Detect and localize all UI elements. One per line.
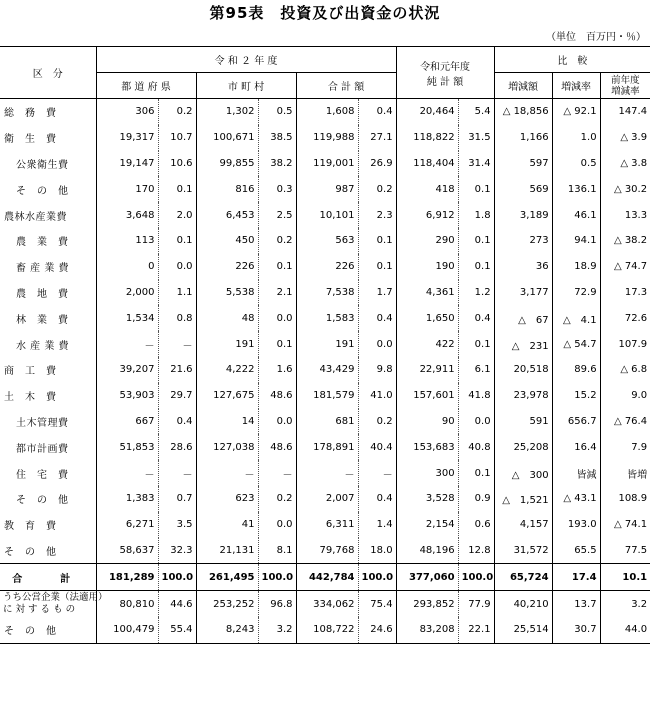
header-prev-change-rate: [600, 73, 650, 99]
table-cell: 10.7: [158, 125, 196, 151]
table-cell: 8.1: [258, 538, 296, 564]
table-cell: 1,650: [396, 305, 458, 331]
table-cell: 422: [396, 331, 458, 357]
table-cell: 226: [296, 254, 358, 280]
table-cell: 0.0: [258, 512, 296, 538]
table-cell: 6,271: [96, 512, 158, 538]
table-cell: 0.2: [258, 486, 296, 512]
table-row: [0, 357, 650, 383]
table-cell: 261,495: [196, 564, 258, 591]
table-cell: 39,207: [96, 357, 158, 383]
table-cell: 96.8: [258, 591, 296, 617]
table-cell: 0.1: [458, 254, 494, 280]
table-cell: 40.8: [458, 434, 494, 460]
table-cell: 0.0: [358, 331, 396, 357]
table-cell: 127,038: [196, 434, 258, 460]
header-reiwa1-line1: 令和元年度: [420, 61, 471, 73]
table-cell: 418: [396, 176, 458, 202]
row-label-line1: うち公営企業（法適用）: [3, 592, 108, 604]
table-cell: 136.1: [552, 176, 600, 202]
table-cell: 80,810: [96, 591, 158, 617]
table-cell: 1,166: [494, 125, 552, 151]
table-cell: △ 300: [494, 460, 552, 486]
table-cell: 0.3: [258, 176, 296, 202]
table-cell: 17.3: [600, 280, 650, 306]
table-row: [0, 409, 650, 435]
table-cell: 36: [494, 254, 552, 280]
row-label: 水 産 業 費: [16, 340, 70, 352]
table-row: [0, 434, 650, 460]
row-label: 合 計: [0, 564, 96, 591]
header-reiwa2: 令 和 ２ 年 度: [96, 47, 396, 73]
table-cell: 0.7: [158, 486, 196, 512]
table-cell: 667: [96, 409, 158, 435]
table-cell: 147.4: [600, 99, 650, 125]
table-cell: 12.8: [458, 538, 494, 564]
table-row: [0, 564, 650, 591]
table-cell: －: [96, 460, 158, 486]
table-cell: △ 43.1: [552, 486, 600, 512]
row-label: そ の 他: [4, 546, 57, 558]
table-cell: 0.1: [458, 176, 494, 202]
table-cell: 25,514: [494, 617, 552, 643]
table-cell: 334,062: [296, 591, 358, 617]
table-cell: 1.2: [458, 280, 494, 306]
table-row: [0, 151, 650, 177]
table-cell: 2.0: [158, 202, 196, 228]
table-cell: 46.1: [552, 202, 600, 228]
table-cell: 25,208: [494, 434, 552, 460]
table-cell: △ 18,856: [494, 99, 552, 125]
table-row: [0, 512, 650, 538]
table-cell: 290: [396, 228, 458, 254]
table-row: [0, 228, 650, 254]
table-row: [0, 280, 650, 306]
header-reiwa1: [396, 47, 494, 99]
table-cell: 6.1: [458, 357, 494, 383]
row-label: そ の 他: [0, 617, 96, 643]
table-cell: 100,671: [196, 125, 258, 151]
row-label: 商 工 費: [4, 366, 57, 378]
table-cell: 19,317: [96, 125, 158, 151]
table-cell: 157,601: [396, 383, 458, 409]
table-cell: 1.0: [552, 125, 600, 151]
table-cell: 4,157: [494, 512, 552, 538]
table-cell: 1,383: [96, 486, 158, 512]
table-cell: 7,538: [296, 280, 358, 306]
table-cell: 226: [196, 254, 258, 280]
table-cell: 118,822: [396, 125, 458, 151]
table-cell: 皆減: [552, 460, 600, 486]
table-cell: 44.0: [600, 617, 650, 643]
table-title: 第95表 投資及び出資金の状況: [209, 4, 441, 22]
table-cell: 20,518: [494, 357, 552, 383]
table-cell: 14: [196, 409, 258, 435]
table-cell: 65.5: [552, 538, 600, 564]
table-cell: 1.4: [358, 512, 396, 538]
table-cell: －: [96, 331, 158, 357]
table-cell: 0.1: [158, 176, 196, 202]
table-cell: 10,101: [296, 202, 358, 228]
row-label: 都市計画費: [16, 443, 69, 455]
table-cell: △ 92.1: [552, 99, 600, 125]
table-cell: 0.1: [358, 228, 396, 254]
table-cell: △ 74.1: [600, 512, 650, 538]
table-cell: 41.0: [358, 383, 396, 409]
table-cell: 72.9: [552, 280, 600, 306]
table-cell: 7.9: [600, 434, 650, 460]
row-label: 畜 産 業 費: [16, 263, 70, 275]
table-cell: 300: [396, 460, 458, 486]
table-cell: 0.2: [358, 176, 396, 202]
table-cell: 83,208: [396, 617, 458, 643]
table-cell: 10.6: [158, 151, 196, 177]
table-cell: △ 4.1: [552, 305, 600, 331]
table-cell: 3,189: [494, 202, 552, 228]
table-cell: 4,361: [396, 280, 458, 306]
table-cell: 22,911: [396, 357, 458, 383]
table-cell: 127,675: [196, 383, 258, 409]
table-cell: 118,404: [396, 151, 458, 177]
table-row: [0, 99, 650, 125]
table-cell: 90: [396, 409, 458, 435]
table-cell: 119,001: [296, 151, 358, 177]
table-cell: 19,147: [96, 151, 158, 177]
table-cell: 0.6: [458, 512, 494, 538]
table-cell: 89.6: [552, 357, 600, 383]
table-cell: 113: [96, 228, 158, 254]
table-cell: 53,903: [96, 383, 158, 409]
table-cell: 3.2: [258, 617, 296, 643]
table-cell: 100.0: [258, 564, 296, 591]
table-cell: 623: [196, 486, 258, 512]
table-cell: 24.6: [358, 617, 396, 643]
table-cell: 2,154: [396, 512, 458, 538]
unit-note: （単位 百万円・％）: [546, 32, 646, 43]
table-cell: 15.2: [552, 383, 600, 409]
table-cell: 27.1: [358, 125, 396, 151]
table-cell: 9.8: [358, 357, 396, 383]
table-cell: 43,429: [296, 357, 358, 383]
row-label: 公衆衛生費: [16, 159, 69, 171]
table-cell: 6,311: [296, 512, 358, 538]
table-cell: 0.1: [458, 228, 494, 254]
table-cell: 597: [494, 151, 552, 177]
table-cell: 0.5: [552, 151, 600, 177]
header-total: 合 計 額: [296, 73, 396, 99]
table-cell: 3.5: [158, 512, 196, 538]
table-cell: △ 6.8: [600, 357, 650, 383]
table-cell: 2.3: [358, 202, 396, 228]
table-cell: △ 231: [494, 331, 552, 357]
table-cell: －: [158, 331, 196, 357]
table-cell: 1.7: [358, 280, 396, 306]
table-cell: 18.0: [358, 538, 396, 564]
table-cell: 99,855: [196, 151, 258, 177]
table-cell: 0.4: [158, 409, 196, 435]
table-cell: 0.5: [258, 99, 296, 125]
table-cell: 442,784: [296, 564, 358, 591]
table-cell: 193.0: [552, 512, 600, 538]
row-label: 林 業 費: [16, 314, 69, 326]
row-label: 農 地 費: [16, 288, 69, 300]
table-cell: 3,177: [494, 280, 552, 306]
table-cell: 0.1: [458, 460, 494, 486]
table-cell: 190: [396, 254, 458, 280]
row-label: 教 育 費: [4, 521, 57, 533]
table-cell: 21.6: [158, 357, 196, 383]
header-prev-change-rate-line1: 前年度: [611, 74, 640, 86]
table-cell: 30.7: [552, 617, 600, 643]
table-cell: 0: [96, 254, 158, 280]
table-row: [0, 538, 650, 564]
table-cell: 26.9: [358, 151, 396, 177]
table-cell: 0.2: [358, 409, 396, 435]
table-cell: 0.0: [158, 254, 196, 280]
table-cell: 6,453: [196, 202, 258, 228]
table-cell: 22.1: [458, 617, 494, 643]
table-row: [0, 383, 650, 409]
table-cell: 48,196: [396, 538, 458, 564]
table-row: [0, 331, 650, 357]
table-cell: 0.4: [358, 486, 396, 512]
table-cell: 6,912: [396, 202, 458, 228]
table-cell: 40.4: [358, 434, 396, 460]
header-change-amount: 増減額: [494, 73, 552, 99]
table-cell: 48: [196, 305, 258, 331]
table-cell: 16.4: [552, 434, 600, 460]
table-cell: 191: [196, 331, 258, 357]
table-cell: 569: [494, 176, 552, 202]
table-cell: 31.5: [458, 125, 494, 151]
table-cell: 20,464: [396, 99, 458, 125]
table-cell: 1.1: [158, 280, 196, 306]
table-body: [0, 99, 650, 644]
table-cell: 816: [196, 176, 258, 202]
table-cell: 29.7: [158, 383, 196, 409]
table-row: [0, 254, 650, 280]
table-cell: 1,583: [296, 305, 358, 331]
table-cell: △ 76.4: [600, 409, 650, 435]
table-cell: 170: [96, 176, 158, 202]
table-cell: 1,534: [96, 305, 158, 331]
table-cell: 1,608: [296, 99, 358, 125]
table-cell: 108.9: [600, 486, 650, 512]
table-cell: 72.6: [600, 305, 650, 331]
table-cell: 0.4: [358, 305, 396, 331]
table-cell: △ 1,521: [494, 486, 552, 512]
header-category: 区 分: [0, 47, 96, 99]
table-cell: 41.8: [458, 383, 494, 409]
table-cell: 23,978: [494, 383, 552, 409]
table-cell: 0.4: [458, 305, 494, 331]
table-cell: 1,302: [196, 99, 258, 125]
table-cell: 0.4: [358, 99, 396, 125]
table-cell: 591: [494, 409, 552, 435]
table-cell: 38.2: [258, 151, 296, 177]
table-cell: 0.2: [158, 99, 196, 125]
table-row: [0, 486, 650, 512]
table-cell: 13.3: [600, 202, 650, 228]
table-cell: 17.4: [552, 564, 600, 591]
row-label: そ の 他: [16, 185, 69, 197]
table-cell: 181,289: [96, 564, 158, 591]
table-cell: 563: [296, 228, 358, 254]
table-cell: 79,768: [296, 538, 358, 564]
table-cell: △ 3.9: [600, 125, 650, 151]
table-cell: 108,722: [296, 617, 358, 643]
table-cell: 40,210: [494, 591, 552, 617]
table-row: [0, 176, 650, 202]
header-prev-change-rate-line2: 増減率: [611, 85, 640, 97]
table-cell: 0.2: [258, 228, 296, 254]
table-cell: 41: [196, 512, 258, 538]
table-cell: 4,222: [196, 357, 258, 383]
table-cell: 1.8: [458, 202, 494, 228]
table-row: [0, 305, 650, 331]
row-label: 住 宅 費: [16, 469, 69, 481]
table-cell: 21,131: [196, 538, 258, 564]
table-cell: 681: [296, 409, 358, 435]
table-cell: 38.5: [258, 125, 296, 151]
header-prefecture: 都 道 府 県: [96, 73, 196, 99]
table-cell: 9.0: [600, 383, 650, 409]
table-cell: 273: [494, 228, 552, 254]
table-cell: 31.4: [458, 151, 494, 177]
table-cell: △ 74.7: [600, 254, 650, 280]
investment-table: [0, 46, 650, 644]
row-label: 土 木 費: [4, 392, 57, 404]
table-row: [0, 202, 650, 228]
table-cell: 0.9: [458, 486, 494, 512]
table-row: [0, 460, 650, 486]
row-label: [0, 591, 108, 617]
table-cell: 75.4: [358, 591, 396, 617]
header-reiwa1-line2: 純 計 額: [426, 76, 464, 88]
table-cell: △ 67: [494, 305, 552, 331]
table-cell: 2,000: [96, 280, 158, 306]
table-cell: 28.6: [158, 434, 196, 460]
table-cell: 2,007: [296, 486, 358, 512]
table-cell: －: [258, 460, 296, 486]
table-cell: 191: [296, 331, 358, 357]
table-cell: 178,891: [296, 434, 358, 460]
table-cell: 0.1: [258, 254, 296, 280]
table-cell: 0.0: [458, 409, 494, 435]
table-cell: 18.9: [552, 254, 600, 280]
table-cell: 皆増: [600, 460, 650, 486]
table-cell: 44.6: [158, 591, 196, 617]
table-cell: 32.3: [158, 538, 196, 564]
table-cell: 377,060: [396, 564, 458, 591]
table-cell: 181,579: [296, 383, 358, 409]
table-row: [0, 125, 650, 151]
table-cell: 51,853: [96, 434, 158, 460]
row-label: そ の 他: [16, 495, 69, 507]
table-cell: 1.6: [258, 357, 296, 383]
table-cell: 0.1: [358, 254, 396, 280]
table-cell: 3,648: [96, 202, 158, 228]
table-cell: 3.2: [600, 591, 650, 617]
table-cell: 3,528: [396, 486, 458, 512]
table-cell: 48.6: [258, 383, 296, 409]
table-cell: 0.1: [458, 331, 494, 357]
table-cell: 100.0: [358, 564, 396, 591]
table-cell: 8,243: [196, 617, 258, 643]
table-cell: －: [196, 460, 258, 486]
table-row: [0, 617, 650, 643]
table-cell: 48.6: [258, 434, 296, 460]
table-cell: 100.0: [458, 564, 494, 591]
table-row: [0, 591, 650, 617]
table-cell: 77.9: [458, 591, 494, 617]
table-cell: 94.1: [552, 228, 600, 254]
table-cell: 987: [296, 176, 358, 202]
table-cell: 55.4: [158, 617, 196, 643]
table-cell: 107.9: [600, 331, 650, 357]
table-cell: △ 54.7: [552, 331, 600, 357]
table-cell: 0.0: [258, 305, 296, 331]
table-cell: 13.7: [552, 591, 600, 617]
table-cell: 58,637: [96, 538, 158, 564]
header-comparison: 比 較: [494, 47, 650, 73]
table-cell: 77.5: [600, 538, 650, 564]
row-label: 総 務 費: [4, 108, 57, 120]
row-label-line2: に 対 す る も の: [3, 604, 76, 616]
table-cell: －: [296, 460, 358, 486]
table-cell: 100,479: [96, 617, 158, 643]
table-cell: 253,252: [196, 591, 258, 617]
table-cell: 10.1: [600, 564, 650, 591]
table-cell: △ 3.8: [600, 151, 650, 177]
table-cell: 306: [96, 99, 158, 125]
table-cell: 100.0: [158, 564, 196, 591]
table-cell: 0.0: [258, 409, 296, 435]
table-cell: 153,683: [396, 434, 458, 460]
table-cell: 0.1: [158, 228, 196, 254]
table-cell: －: [358, 460, 396, 486]
table-cell: 2.1: [258, 280, 296, 306]
table-cell: △ 30.2: [600, 176, 650, 202]
table-cell: 0.1: [258, 331, 296, 357]
row-label: 土木管理費: [16, 417, 69, 429]
table-cell: 450: [196, 228, 258, 254]
table-cell: 5.4: [458, 99, 494, 125]
header-municipality: 市 町 村: [196, 73, 296, 99]
table-cell: －: [158, 460, 196, 486]
table-cell: 119,988: [296, 125, 358, 151]
header-change-rate: 増減率: [552, 73, 600, 99]
table-cell: 5,538: [196, 280, 258, 306]
table-cell: 293,852: [396, 591, 458, 617]
row-label: 衛 生 費: [4, 134, 57, 146]
table-cell: 0.8: [158, 305, 196, 331]
table-cell: △ 38.2: [600, 228, 650, 254]
table-cell: 31,572: [494, 538, 552, 564]
row-label: 農 業 費: [16, 237, 69, 249]
row-label: 農林水産業費: [4, 211, 67, 223]
table-cell: 2.5: [258, 202, 296, 228]
table-cell: 656.7: [552, 409, 600, 435]
table-cell: 65,724: [494, 564, 552, 591]
